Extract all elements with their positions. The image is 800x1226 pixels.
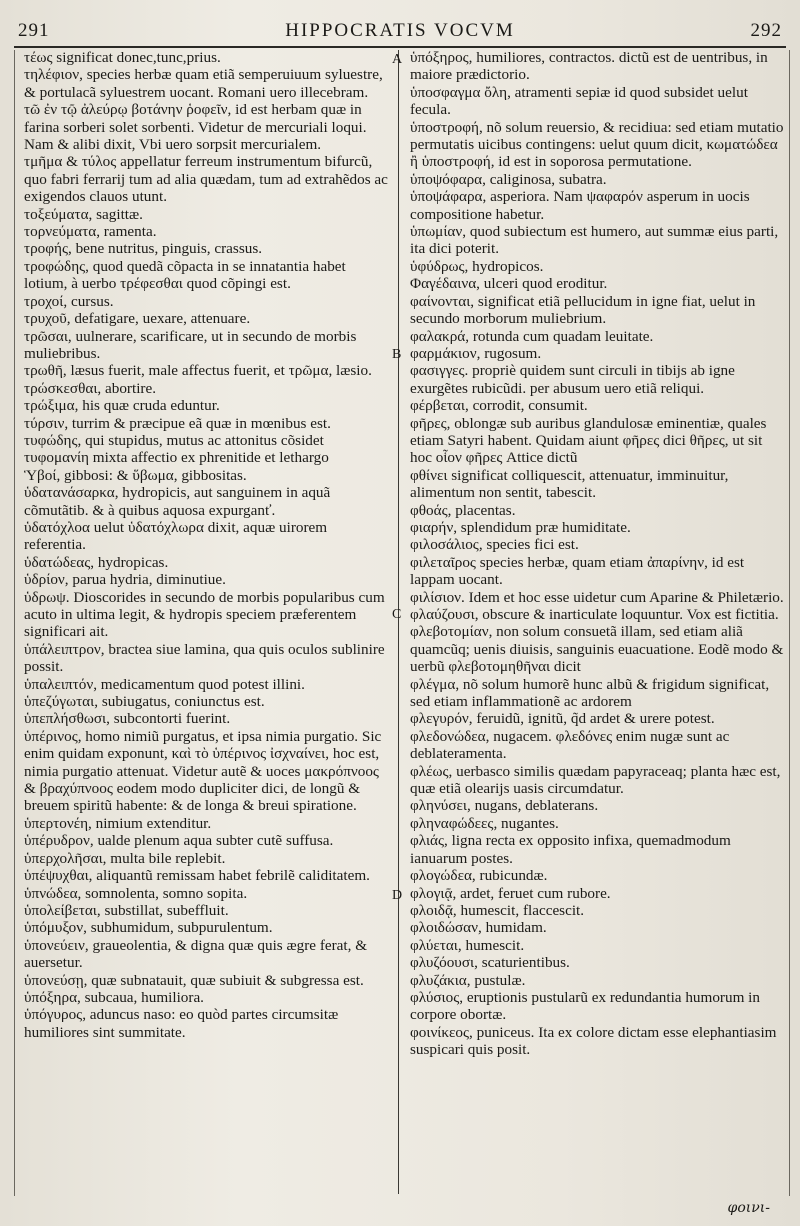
entry: Ὑβοί, gibbosi: & ὕβωμα, gibbositas. bbox=[24, 466, 247, 484]
entry: ὑπονεύειν, graueolentia, & digna quæ quis ægre ferat, & auersetur. bbox=[24, 936, 368, 972]
entry: τρυχοῦ, defatigare, uexare, attenuare. bbox=[24, 310, 251, 328]
running-title: HIPPOCRATIS VOCVM bbox=[285, 20, 515, 41]
entry: φιλεταῖρος species herbæ, quam etiam ἀπαρίνην, id est lappam uocant. bbox=[410, 553, 745, 589]
entry: ὑπολείβεται, substillat, subeffluit. bbox=[24, 901, 229, 919]
entry: ὑπόμυξον, subhumidum, subpurulentum. bbox=[24, 919, 273, 937]
entry: φαρμάκιον, rugosum. bbox=[410, 344, 542, 362]
page-border-left bbox=[14, 50, 15, 1196]
entry: φιλοσάλιος, species fici est. bbox=[410, 536, 579, 554]
entry: ὑδατόχλοα uelut ὑδατόχλωρα dixit, aquæ uirorem referentia. bbox=[24, 518, 328, 554]
entry: τυφομανίη mixta affectio ex phrenitide et lethargo bbox=[24, 449, 329, 467]
entry: τυφώδης, qui stupidus, mutus ac attonitus cõsidet bbox=[24, 431, 324, 449]
entry: ὑπόξηρα, subcaua, humiliora. bbox=[24, 988, 204, 1006]
entry: ὑποψόφαρα, caliginosa, subatra. bbox=[410, 170, 607, 188]
section-marker-a: A bbox=[392, 52, 403, 67]
entry: φῆρες, oblongæ sub auribus glandulosæ eminentiæ, quales etiam Satyri habent. Quidam aiunt φῆρες dici θῆρες, ut sit hoc οἷον φῆρες Attice dictũ bbox=[410, 414, 767, 467]
left-column bbox=[24, 49, 388, 1194]
entry: φαλακρά, rotunda cum quadam leuitate. bbox=[410, 327, 654, 345]
header-rule bbox=[14, 46, 786, 48]
entry: φλεβοτομίαν, non solum consuetã illam, sed etiam aliã quamcũq; uenis diuisis, sanguinis euacuatione. Eodẽ modo & uerbũ φλεβοτομηθῆναι dicit bbox=[410, 623, 784, 676]
entry: φληναφώδεες, nugantes. bbox=[410, 814, 559, 832]
section-marker-c: C bbox=[392, 607, 402, 622]
entry: τορνεύματα, ramenta. bbox=[24, 223, 157, 241]
entry: τύρσιν, turrim & præcipue eã quæ in mœnibus est. bbox=[24, 414, 331, 432]
entry: ὑπόγυρος, aduncus naso: eo quòd partes circumsitæ humiliores sint summitate. bbox=[24, 1006, 339, 1041]
entry: ὑπονεύσῃ, quæ subnatauit, quæ subiuit & subgressa est. bbox=[24, 971, 364, 989]
entry: τροφώδης, quod quedã cõpacta in se innatantia habet lotium, à uerbo τρέφεσθαι quod cõpingi est. bbox=[24, 257, 346, 293]
entry: φλοιδᾷ, humescit, flaccescit. bbox=[410, 901, 585, 919]
entry: ὑπέρινος, homo nimiũ purgatus, et ipsa nimia purgatio. Sic enim quidam exponunt, καὶ τὸ ὑπέρινος ἰσχναίνει, hoc est, nimia purgatio attenuat. Videtur autẽ & uoces μακρόπνοος & βραχύπνοος eodem modo dupliciter dici, de longũ & breuem spiritũ habente: & de longa & breui spiratione. bbox=[24, 727, 382, 815]
entry: τρώξιμα, his quæ cruda eduntur. bbox=[24, 397, 220, 415]
entry: ὑδρίον, parua hydria, diminutiue. bbox=[24, 571, 226, 589]
entry: φλυζάκια, pustulæ. bbox=[410, 971, 526, 989]
entry: φλεγυρόν, feruidũ, ignitũ, q̃d ardet & urere potest. bbox=[410, 710, 715, 728]
entry: φαίνονται, significat etiã pellucidum in igne fiat, uelut in secundo morborum muliebrium. bbox=[410, 292, 756, 328]
section-marker-d: D bbox=[392, 888, 403, 903]
entry: ὑπόξηρος, humiliores, contractos. dictũ est de uentribus, in maiore prædictorio. bbox=[410, 49, 768, 84]
entry: φλιάς, ligna recta ex opposito infixa, quemadmodum ianuarum postes. bbox=[410, 832, 731, 867]
entry: ὑδρωψ. Dioscorides in secundo de morbis popularibus cum acuto in ultima legit, & hydropis speciem præferentem significari ait. bbox=[24, 588, 385, 641]
entry: φιλίσιον. Idem et hoc esse uidetur cum Aparine & Philetærio. bbox=[410, 588, 784, 606]
entry: φασιγγες. propriè quidem sunt circuli in tibĳs ab igne exurgẽtes rubicũdi. per abusum uero etiã reliqui. bbox=[410, 362, 735, 397]
entry: φέρβεται, corrodit, consumit. bbox=[410, 397, 588, 415]
entry: ὑπέψυχθαι, aliquantũ remissam habet febrilẽ caliditatem. bbox=[24, 867, 370, 885]
entry: φθίνει significat colliquescit, attenuatur, imminuitur, alimentum non sentit, tabescit. bbox=[410, 466, 729, 502]
entry: ὑπάλειπτρον, bractea siue lamina, qua quis oculos sublinire possit. bbox=[24, 640, 385, 676]
entry: φλυζόουσι, scaturientibus. bbox=[410, 954, 570, 972]
entry: τμῆμα & τύλος appellatur ferreum instrumentum bifurcũ, quo fabri ferrarĳ tum ad alia quædam, tum ad extrahẽdos ac exigendos clauos utunt. bbox=[24, 153, 388, 206]
entry: τέως significat donec,tunc,prius. bbox=[24, 49, 221, 66]
section-marker-b: B bbox=[392, 347, 402, 362]
entry: φιαρήν, splendidum præ humiditate. bbox=[410, 518, 631, 536]
entry: τροφής, bene nutritus, pinguis, crassus. bbox=[24, 240, 263, 258]
entry: φλεδονώδεα, nugacem. φλεδόνες enim nugæ sunt ac deblateramenta. bbox=[410, 727, 730, 763]
entry: τροχοί, cursus. bbox=[24, 292, 114, 310]
entry: φλύεται, humescit. bbox=[410, 936, 525, 954]
entry: ὑπωμίαν, quod subiectum est humero, aut summæ eius parti, ita dici poterit. bbox=[410, 223, 779, 258]
entry: φθοάς, placentas. bbox=[410, 501, 516, 519]
entry: ὑπέρυδρον, ualde plenum aqua subter cutẽ suffusa. bbox=[24, 832, 334, 850]
entry: ὑδατώδεας, hydropicas. bbox=[24, 553, 169, 571]
entry: ὑποσφαγμα ὄλη, atramenti sepiæ id quod subsidet uelut fecula. bbox=[410, 83, 748, 119]
entry: τρώσκεσθαι, abortire. bbox=[24, 379, 157, 397]
entry: ὑπεπλήσθωσι, subcontorti fuerint. bbox=[24, 710, 231, 728]
entry: ὑπερχολῆσαι, multa bile replebit. bbox=[24, 849, 226, 867]
entry: ὑδατανάσαρκα, hydropicis, aut sanguinem in aquã cõmutãtib. & à quibus aquosa expurganť. bbox=[24, 484, 331, 519]
entry: ὑπεζύγωται, subiugatus, coniunctus est. bbox=[24, 693, 265, 711]
entry: ὑποψάφαρα, asperiora. Nam ψαφαρόν asperum in uocis compositione habetur. bbox=[410, 188, 750, 223]
entry: ὑπνώδεα, somnolenta, somno sopita. bbox=[24, 884, 248, 902]
entry: φλέως, uerbasco similis quædam papyraceaq; planta hæc est, quæ etiã olearĳs uasis circumdatur. bbox=[410, 762, 781, 798]
entry: φοινίκεος, puniceus. Ita ex colore dictam esse elephantiasim suspicari quis posit. bbox=[410, 1023, 777, 1059]
entry: τοξεύματα, sagittæ. bbox=[24, 205, 143, 223]
entry: τηλέφιον, species herbæ quam etiã semperuiuum syluestre, & portulacã syluestrem uocant. Romani uero illecebram. bbox=[24, 66, 383, 101]
entry: ὑφύδρως, hydropicos. bbox=[410, 257, 544, 275]
page-number-left: 291 bbox=[18, 20, 50, 41]
entry: φλαύζουσι, obscure & inarticulate loquuntur. Vox est fictitia. bbox=[410, 606, 779, 623]
entry: φληνύσει, nugans, deblaterans. bbox=[410, 797, 599, 815]
right-column bbox=[410, 49, 786, 1194]
entry: τῶ ἐν τῷ ἀλεύρῳ βοτάνην ῥοφεῖν, id est herbam quæ in farina sorberi solet sorbenti. Videtur de mercuriali loqui. Nam & alibi dixit, Vbi uero sorpsit mercurialem. bbox=[24, 101, 367, 154]
entry: φλύσιος, eruptionis pustularũ ex redundantia humorum in corpore obortæ. bbox=[410, 988, 760, 1024]
entry: φλογώδεα, rubicundæ. bbox=[410, 867, 548, 885]
entry: Φαγέδαινα, ulceri quod eroditur. bbox=[410, 275, 608, 293]
entry: τρωθῆ, læsus fuerit, male affectus fuerit, et τρῶμα, læsio. bbox=[24, 362, 372, 380]
catchword: φοινι- bbox=[727, 1200, 770, 1216]
entry: ὑπερτονέη, nimium extenditur. bbox=[24, 814, 212, 832]
entry: φλοιδώσαν, humidam. bbox=[410, 919, 547, 937]
running-header bbox=[18, 20, 782, 46]
entry: ὑποστροφή, nõ solum reuersio, & recidiua: sed etiam mutatio permutatis uicibus contingens: uelut quum dicit, κωματώδεα ἢ ὑποστροφή, id est in soporosa permutatione. bbox=[410, 118, 784, 171]
entry: τρῶσαι, uulnerare, scarificare, ut in secundo de morbis muliebribus. bbox=[24, 327, 357, 362]
entry: φλέγμα, nõ solum humorẽ hunc albũ & frigidum significat, sed etiam inflammationẽ ac ardorem bbox=[410, 675, 770, 711]
entry: ὑπαλειπτόν, medicamentum quod potest illini. bbox=[24, 675, 305, 693]
page-number-right: 292 bbox=[750, 20, 782, 41]
page-border-right bbox=[789, 50, 790, 1196]
entry: φλογιᾷ, ardet, feruet cum rubore. bbox=[410, 884, 611, 902]
